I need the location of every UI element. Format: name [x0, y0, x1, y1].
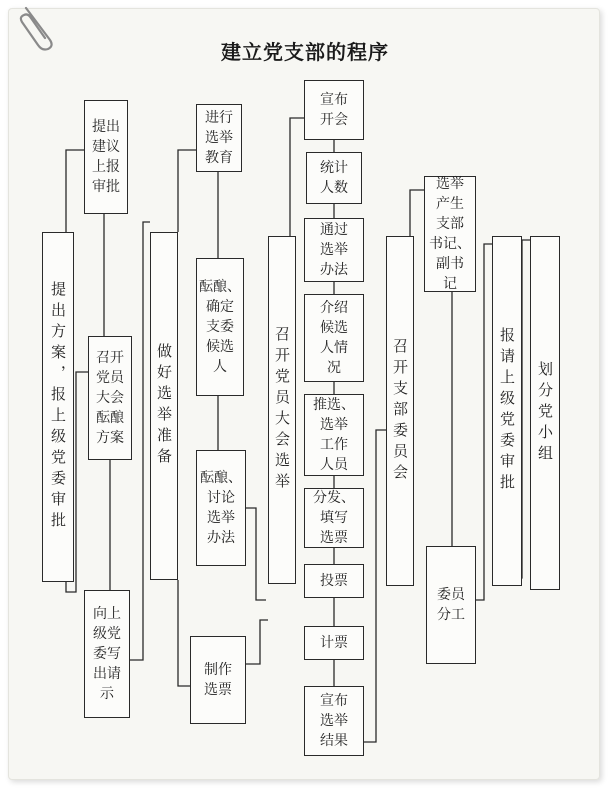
- connector-5: [130, 222, 150, 660]
- step-elect-secretary: 选举 产生 支部 书记、 副书 记: [424, 176, 476, 292]
- step-election-education: 进行 选举 教育: [196, 104, 242, 172]
- step-report-approval: 报请上级党委审批: [492, 236, 522, 586]
- step-select-staff: 推选、 选举 工作 人员: [304, 394, 364, 476]
- step-member-election-meeting: 召开党员大会选举: [268, 236, 296, 584]
- step-introduce-candidates: 介绍 候选 人情 况: [304, 294, 364, 382]
- step-confirm-candidates: 酝酿、 确定 支委 候选 人: [196, 258, 244, 396]
- connector-11: [246, 620, 268, 664]
- connector-6: [178, 150, 196, 232]
- step-branch-committee-meeting: 召开支部委员会: [386, 236, 414, 586]
- connector-24: [476, 244, 492, 600]
- step-submit-plan: 提出方案，报上级党委审批: [42, 232, 74, 582]
- step-divide-groups: 划分党小组: [530, 236, 560, 590]
- step-count-votes: 计票: [304, 626, 364, 660]
- connector-21: [364, 430, 386, 742]
- connector-22: [410, 190, 424, 236]
- step-member-meeting-plan: 召开 党员 大会 酝酿 方案: [88, 336, 132, 460]
- step-discuss-method: 酝酿、 讨论 选举 办法: [196, 450, 246, 566]
- step-prepare-election: 做好选举准备: [150, 232, 178, 580]
- step-request-superior: 向上 级党 委写 出请 示: [84, 590, 130, 718]
- step-count-attendance: 统计 人数: [306, 152, 362, 204]
- step-adopt-method: 通过 选举 办法: [304, 218, 364, 282]
- step-propose-report: 提出 建议 上报 审批: [84, 100, 128, 214]
- step-distribute-ballots: 分发、 填写 选票: [304, 488, 364, 548]
- step-announce-results: 宣布 选举 结果: [304, 686, 364, 756]
- page-title: 建立党支部的程序: [221, 40, 389, 64]
- connector-1: [66, 150, 84, 232]
- step-announce-open: 宣布 开会: [304, 80, 364, 140]
- connector-10: [246, 508, 266, 600]
- connector-7: [178, 580, 190, 686]
- step-assign-members: 委员 分工: [426, 546, 476, 664]
- step-vote: 投票: [304, 564, 364, 598]
- step-make-ballots: 制作 选票: [190, 636, 246, 724]
- connector-12: [290, 118, 304, 236]
